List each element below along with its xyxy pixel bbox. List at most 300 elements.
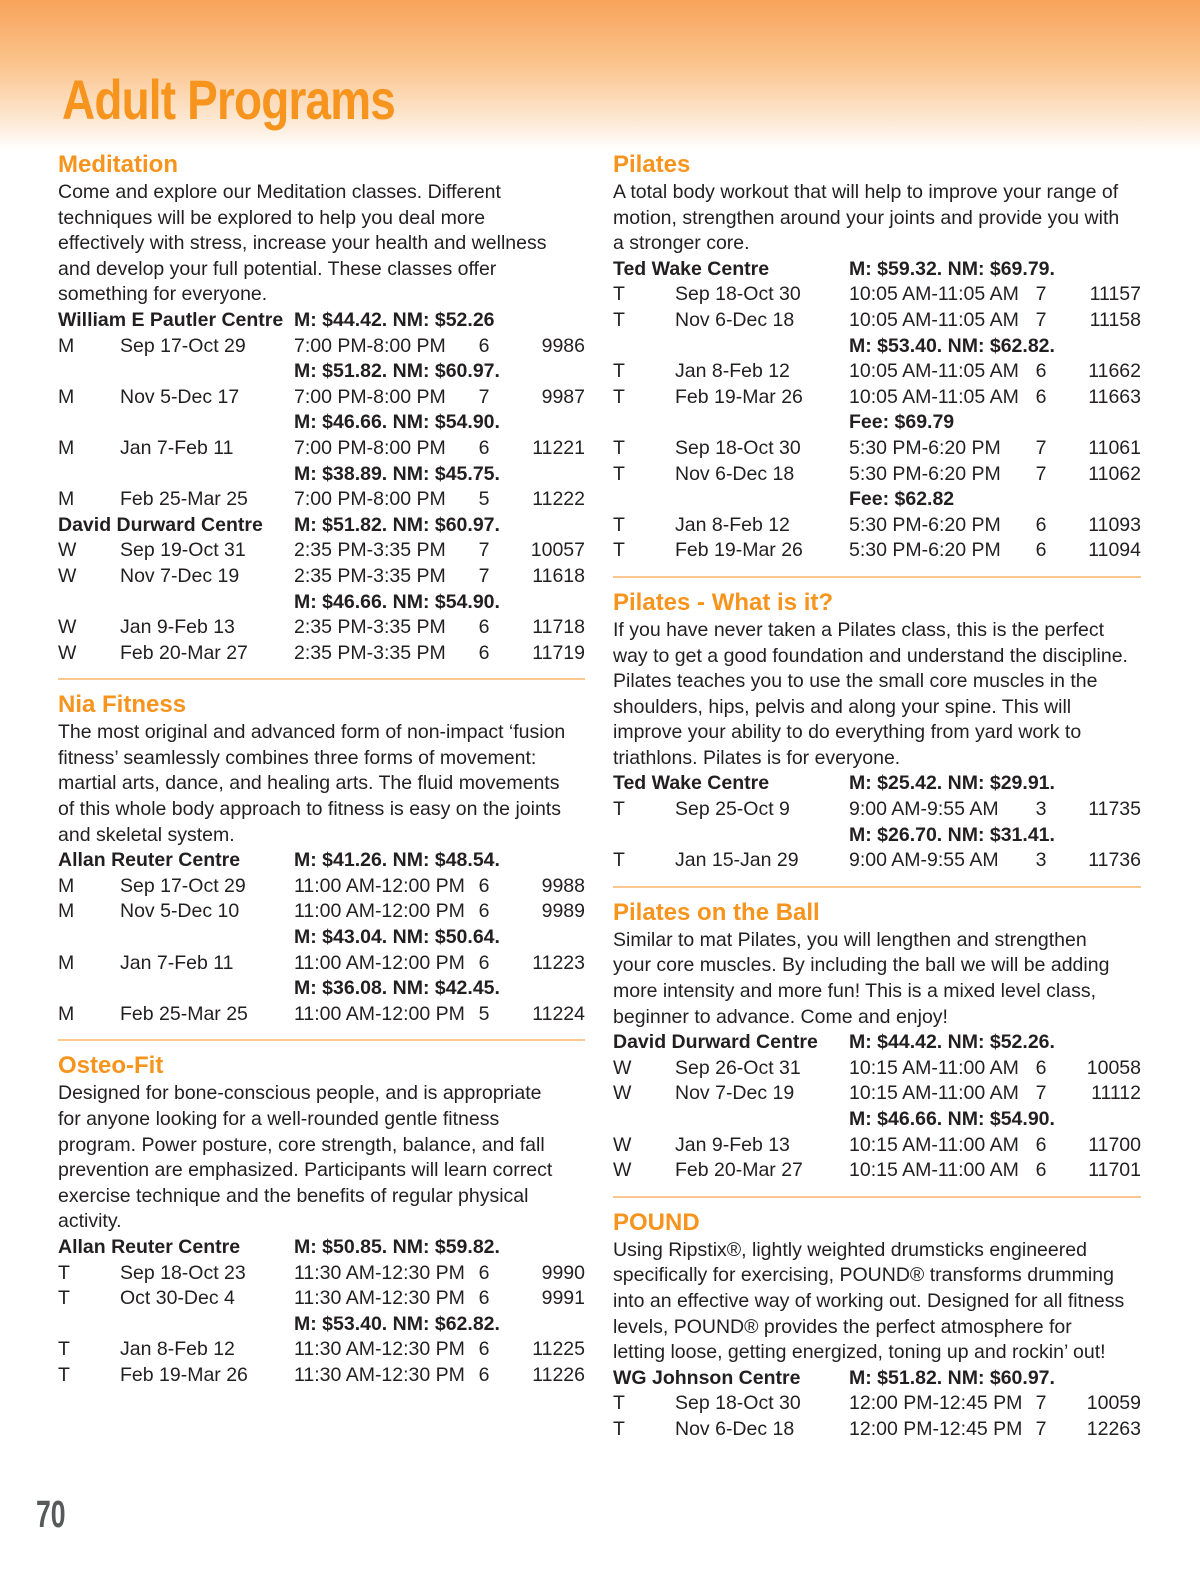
class-day: M	[58, 874, 75, 897]
class-sessions: 6	[1035, 1159, 1047, 1182]
program-section-pilates-what-is-it	[613, 588, 1141, 874]
class-sessions: 6	[1035, 1056, 1047, 1079]
fee-text: M: $25.42. NM: $29.91.	[849, 772, 1055, 795]
class-time: 2:35 PM-3:35 PM	[294, 539, 446, 562]
class-code: 9989	[541, 900, 585, 923]
class-row	[613, 1417, 1141, 1443]
description-line: a stronger core.	[613, 232, 750, 255]
fee-text: M: $53.40. NM: $62.82.	[849, 334, 1055, 357]
program-section-nia-fitness	[58, 690, 585, 1027]
fee-row	[613, 487, 1141, 513]
class-sessions: 6	[478, 900, 490, 923]
description-line: something for everyone.	[58, 283, 268, 306]
class-sessions: 7	[1035, 1082, 1047, 1105]
class-code: 11226	[532, 1363, 585, 1386]
class-code: 9990	[541, 1261, 585, 1284]
class-dates: Jan 7-Feb 11	[120, 436, 234, 459]
location-row	[613, 1366, 1141, 1392]
class-sessions: 6	[478, 874, 490, 897]
class-time: 5:30 PM-6:20 PM	[849, 539, 1001, 562]
class-day: W	[613, 1082, 632, 1105]
class-dates: Feb 19-Mar 26	[675, 539, 803, 562]
class-row	[58, 1363, 585, 1389]
fee-text: M: $44.42. NM: $52.26.	[849, 1031, 1055, 1054]
spacer	[58, 410, 294, 436]
location-name: Ted Wake Centre	[613, 257, 770, 280]
fee-text: M: $46.66. NM: $54.90.	[294, 411, 500, 434]
class-sessions: 6	[478, 641, 490, 664]
class-day: M	[58, 900, 75, 923]
class-sessions: 6	[478, 1287, 490, 1310]
class-day: T	[58, 1363, 70, 1386]
schedule-table	[613, 1366, 1141, 1443]
class-day: T	[58, 1287, 70, 1310]
schedule-table	[613, 257, 1141, 564]
class-day: T	[613, 1392, 625, 1415]
description-line: program. Power posture, core strength, balance, and fall	[58, 1133, 545, 1156]
location-name: Ted Wake Centre	[613, 772, 770, 795]
class-code: 11225	[532, 1338, 585, 1361]
class-day: T	[613, 308, 625, 331]
section-title: Nia Fitness	[58, 691, 187, 719]
class-sessions: 5	[478, 488, 490, 511]
class-time: 2:35 PM-3:35 PM	[294, 641, 446, 664]
class-code: 11223	[532, 951, 585, 974]
class-dates: Feb 19-Mar 26	[675, 385, 803, 408]
class-row	[613, 308, 1141, 334]
class-code: 11618	[532, 564, 585, 587]
class-time: 10:15 AM-11:00 AM	[849, 1056, 1019, 1079]
location-row	[613, 771, 1141, 797]
class-dates: Sep 18-Oct 30	[675, 283, 801, 306]
description-line: shoulders, hips, pelvis and along your spine. This will	[613, 695, 1072, 718]
spacer	[58, 359, 294, 385]
class-time: 2:35 PM-3:35 PM	[294, 564, 446, 587]
class-sessions: 6	[1035, 513, 1047, 536]
class-day: M	[58, 951, 75, 974]
class-row	[613, 385, 1141, 411]
description-line: way to get a good foundation and understand the discipline.	[613, 644, 1128, 667]
class-day: M	[58, 436, 75, 459]
class-day: T	[613, 436, 625, 459]
class-dates: Feb 25-Mar 25	[120, 1002, 248, 1025]
class-time: 11:30 AM-12:30 PM	[294, 1261, 465, 1284]
class-day: W	[613, 1133, 632, 1156]
class-sessions: 6	[1035, 539, 1047, 562]
class-time: 5:30 PM-6:20 PM	[849, 513, 1001, 536]
class-time: 11:00 AM-12:00 PM	[294, 1002, 465, 1025]
class-sessions: 7	[1035, 436, 1047, 459]
class-dates: Feb 20-Mar 27	[120, 641, 248, 664]
class-dates: Nov 5-Dec 10	[120, 900, 240, 923]
class-row	[58, 899, 585, 925]
class-row	[58, 334, 585, 360]
fee-row	[613, 334, 1141, 360]
fee-row	[58, 359, 585, 385]
class-sessions: 7	[478, 539, 490, 562]
class-sessions: 6	[478, 616, 490, 639]
class-dates: Nov 6-Dec 18	[675, 1417, 795, 1440]
schedule-table	[58, 1235, 585, 1389]
section-divider	[58, 678, 585, 680]
description-line: effectively with stress, increase your health and wellness	[58, 232, 547, 255]
section-description	[613, 180, 1141, 257]
description-line: specifically for exercising, POUND® transforms drumming	[613, 1264, 1114, 1287]
spacer	[613, 487, 849, 513]
class-row	[58, 641, 585, 667]
class-sessions: 6	[1035, 360, 1047, 383]
description-line: Come and explore our Meditation classes. Different	[58, 181, 501, 203]
left-column	[58, 150, 585, 1389]
description-line: Similar to mat Pilates, you will lengthen and strengthen	[613, 928, 1087, 951]
class-time: 11:30 AM-12:30 PM	[294, 1363, 465, 1386]
class-time: 11:30 AM-12:30 PM	[294, 1338, 465, 1361]
class-code: 11735	[1088, 798, 1141, 821]
section-description	[613, 1238, 1141, 1366]
class-row	[613, 282, 1141, 308]
class-code: 11094	[1088, 539, 1141, 562]
class-row	[58, 874, 585, 900]
class-time: 10:15 AM-11:00 AM	[849, 1159, 1019, 1182]
location-row	[613, 257, 1141, 283]
class-sessions: 7	[1035, 308, 1047, 331]
class-code: 11061	[1088, 436, 1141, 459]
description-line: your core muscles. By including the ball we will be adding	[613, 954, 1110, 977]
class-row	[613, 1158, 1141, 1184]
class-dates: Jan 7-Feb 11	[120, 951, 234, 974]
location-name: William E Pautler Centre	[58, 308, 284, 331]
section-description	[58, 180, 585, 308]
class-code: 11222	[532, 488, 585, 511]
class-day: T	[613, 462, 625, 485]
spacer	[58, 462, 294, 488]
program-section-pilates-on-the-ball	[613, 898, 1141, 1184]
class-day: T	[58, 1338, 70, 1361]
class-dates: Oct 30-Dec 4	[120, 1287, 235, 1310]
class-code: 11221	[532, 436, 585, 459]
fee-text: M: $41.26. NM: $48.54.	[294, 849, 500, 872]
class-sessions: 6	[478, 1338, 490, 1361]
class-code: 10059	[1086, 1392, 1141, 1415]
fee-text: M: $51.82. NM: $60.97.	[849, 1366, 1055, 1389]
class-day: T	[613, 539, 625, 562]
class-time: 11:30 AM-12:30 PM	[294, 1287, 465, 1310]
description-line: fitness’ seamlessly combines three forms of movement:	[58, 746, 537, 769]
fee-row	[613, 410, 1141, 436]
schedule-table	[613, 771, 1141, 873]
class-time: 5:30 PM-6:20 PM	[849, 462, 1001, 485]
description-line: into an effective way of working out. Designed for all fitness	[613, 1289, 1125, 1312]
class-dates: Nov 5-Dec 17	[120, 385, 240, 408]
class-dates: Jan 8-Feb 12	[675, 360, 790, 383]
class-day: W	[58, 616, 77, 639]
fee-text: M: $26.70. NM: $31.41.	[849, 823, 1055, 846]
class-sessions: 5	[478, 1002, 490, 1025]
schedule-table	[613, 1030, 1141, 1184]
section-divider	[58, 1039, 585, 1041]
location-row	[58, 848, 585, 874]
class-code: 11701	[1088, 1159, 1141, 1182]
class-row	[58, 564, 585, 590]
class-code: 9987	[541, 385, 585, 408]
class-dates: Feb 25-Mar 25	[120, 488, 248, 511]
spacer	[613, 410, 849, 436]
class-time: 10:15 AM-11:00 AM	[849, 1133, 1019, 1156]
spacer	[613, 823, 849, 849]
spacer	[58, 1312, 294, 1338]
program-section-pound	[613, 1208, 1141, 1443]
class-day: T	[58, 1261, 70, 1284]
fee-text: M: $43.04. NM: $50.64.	[294, 926, 500, 949]
fee-text: M: $51.82. NM: $60.97.	[294, 513, 500, 536]
class-row	[58, 1337, 585, 1363]
class-sessions: 3	[1035, 798, 1047, 821]
class-dates: Jan 8-Feb 12	[675, 513, 790, 536]
location-name: David Durward Centre	[58, 513, 263, 536]
section-title: POUND	[613, 1208, 700, 1236]
location-name: WG Johnson Centre	[613, 1366, 801, 1389]
class-dates: Jan 15-Jan 29	[675, 849, 799, 872]
location-name: Allan Reuter Centre	[58, 849, 241, 872]
fee-text: M: $36.08. NM: $42.45.	[294, 977, 500, 1000]
class-row	[613, 1133, 1141, 1159]
class-day: W	[58, 539, 77, 562]
class-row	[613, 436, 1141, 462]
spacer	[58, 925, 294, 951]
class-dates: Jan 8-Feb 12	[120, 1338, 235, 1361]
class-sessions: 7	[1035, 1417, 1047, 1440]
class-sessions: 7	[1035, 283, 1047, 306]
fee-row	[58, 976, 585, 1002]
class-code: 12263	[1086, 1417, 1141, 1440]
class-day: W	[58, 641, 77, 664]
class-sessions: 6	[478, 951, 490, 974]
description-line: and skeletal system.	[58, 823, 235, 846]
fee-row	[58, 925, 585, 951]
class-day: W	[58, 564, 77, 587]
class-code: 9991	[541, 1287, 585, 1310]
class-row	[613, 359, 1141, 385]
fee-row	[613, 1107, 1141, 1133]
class-time: 10:05 AM-11:05 AM	[849, 360, 1019, 383]
description-line: The most original and advanced form of non-impact ‘fusion	[58, 721, 566, 744]
class-row	[58, 615, 585, 641]
class-row	[58, 1002, 585, 1028]
class-day: T	[613, 385, 625, 408]
class-dates: Sep 17-Oct 29	[120, 334, 246, 357]
class-time: 9:00 AM-9:55 AM	[849, 849, 999, 872]
fee-text: M: $51.82. NM: $60.97.	[294, 360, 500, 383]
class-sessions: 6	[478, 334, 490, 357]
spacer	[58, 976, 294, 1002]
class-time: 12:00 PM-12:45 PM	[849, 1417, 1023, 1440]
class-day: M	[58, 488, 75, 511]
class-dates: Sep 26-Oct 31	[675, 1056, 801, 1079]
section-divider	[613, 1196, 1141, 1198]
class-row	[613, 462, 1141, 488]
class-row	[613, 538, 1141, 564]
section-description	[58, 720, 585, 848]
class-time: 7:00 PM-8:00 PM	[294, 488, 446, 511]
class-time: 7:00 PM-8:00 PM	[294, 385, 446, 408]
class-dates: Sep 19-Oct 31	[120, 539, 246, 562]
class-dates: Sep 18-Oct 30	[675, 436, 801, 459]
description-line: Designed for bone-conscious people, and is appropriate	[58, 1082, 542, 1105]
description-line: If you have never taken a Pilates class, this is the perfect	[613, 618, 1105, 641]
section-title: Osteo-Fit	[58, 1052, 164, 1080]
class-code: 10058	[1086, 1056, 1141, 1079]
location-name: David Durward Centre	[613, 1031, 818, 1054]
section-title: Pilates	[613, 151, 691, 178]
description-line: activity.	[58, 1210, 122, 1233]
class-row	[58, 1261, 585, 1287]
class-dates: Feb 20-Mar 27	[675, 1159, 803, 1182]
class-row	[58, 436, 585, 462]
class-code: 11224	[532, 1002, 585, 1025]
class-code: 11663	[1088, 385, 1141, 408]
class-code: 10057	[530, 539, 585, 562]
fee-row	[613, 823, 1141, 849]
location-row	[613, 1030, 1141, 1056]
class-dates: Nov 6-Dec 18	[675, 308, 795, 331]
class-code: 11062	[1088, 462, 1141, 485]
class-time: 10:05 AM-11:05 AM	[849, 283, 1019, 306]
class-sessions: 6	[478, 1261, 490, 1284]
class-sessions: 3	[1035, 849, 1047, 872]
description-line: letting loose, getting energized, toning up and rockin’ out!	[613, 1341, 1106, 1364]
class-row	[613, 513, 1141, 539]
section-description	[613, 928, 1141, 1030]
fee-text: M: $59.32. NM: $69.79.	[849, 257, 1055, 280]
class-row	[613, 848, 1141, 874]
class-dates: Sep 18-Oct 23	[120, 1261, 246, 1284]
schedule-table	[58, 308, 585, 666]
fee-row	[58, 1312, 585, 1338]
fee-text: M: $46.66. NM: $54.90.	[294, 590, 500, 613]
section-title: Pilates - What is it?	[613, 588, 834, 616]
class-sessions: 7	[1035, 1392, 1047, 1415]
class-day: M	[58, 334, 75, 357]
class-code: 11157	[1089, 283, 1141, 306]
class-day: W	[613, 1159, 632, 1182]
class-code: 9986	[541, 334, 585, 357]
description-line: A total body workout that will help to improve your range of	[613, 181, 1119, 203]
class-sessions: 7	[478, 564, 490, 587]
class-dates: Sep 25-Oct 9	[675, 798, 790, 821]
spacer	[613, 334, 849, 360]
class-time: 7:00 PM-8:00 PM	[294, 436, 446, 459]
description-line: Pilates teaches you to use the small core muscles in the	[613, 670, 1098, 693]
description-line: beginner to advance. Come and enjoy!	[613, 1005, 948, 1028]
class-day: T	[613, 360, 625, 383]
class-dates: Nov 7-Dec 19	[675, 1082, 795, 1105]
class-row	[613, 1081, 1141, 1107]
fee-text: M: $50.85. NM: $59.82.	[294, 1235, 500, 1258]
class-row	[58, 385, 585, 411]
class-time: 2:35 PM-3:35 PM	[294, 616, 446, 639]
page-title: Adult Programs	[62, 68, 395, 131]
description-line: improve your ability to do everything from yard work to	[613, 721, 1082, 744]
class-code: 9988	[541, 874, 585, 897]
description-line: techniques will be explored to help you deal more	[58, 206, 486, 229]
description-line: levels, POUND® provides the perfect atmosphere for	[613, 1315, 1072, 1338]
location-name: Allan Reuter Centre	[58, 1235, 241, 1258]
section-title: Pilates on the Ball	[613, 898, 820, 926]
page-number: 70	[36, 1494, 66, 1536]
spacer	[613, 1107, 849, 1133]
class-day: M	[58, 385, 75, 408]
description-line: and develop your full potential. These classes offer	[58, 257, 497, 280]
description-line: martial arts, dance, and healing arts. The fluid movements	[58, 772, 560, 795]
class-code: 11112	[1091, 1082, 1141, 1105]
class-time: 10:05 AM-11:05 AM	[849, 385, 1019, 408]
class-sessions: 6	[1035, 1133, 1047, 1156]
section-description	[58, 1081, 585, 1235]
section-description	[613, 618, 1141, 772]
class-time: 11:00 AM-12:00 PM	[294, 874, 465, 897]
class-day: T	[613, 849, 625, 872]
section-divider	[613, 886, 1141, 888]
fee-text: Fee: $62.82	[849, 488, 955, 511]
section-divider	[613, 576, 1141, 578]
fee-text: M: $53.40. NM: $62.82.	[294, 1312, 500, 1335]
description-line: prevention are emphasized. Participants will learn correct	[58, 1159, 553, 1182]
class-day: T	[613, 798, 625, 821]
description-line: motion, strengthen around your joints and provide you with	[613, 206, 1120, 229]
class-dates: Sep 18-Oct 30	[675, 1392, 801, 1415]
class-time: 10:05 AM-11:05 AM	[849, 308, 1019, 331]
class-row	[58, 487, 585, 513]
class-row	[58, 538, 585, 564]
class-row	[58, 1286, 585, 1312]
class-code: 11736	[1088, 849, 1141, 872]
class-day: T	[613, 1417, 625, 1440]
location-row	[58, 1235, 585, 1261]
class-day: W	[613, 1056, 632, 1079]
class-time: 11:00 AM-12:00 PM	[294, 951, 465, 974]
class-time: 9:00 AM-9:55 AM	[849, 798, 999, 821]
class-code: 11700	[1088, 1133, 1141, 1156]
description-line: for anyone looking for a well-rounded gentle fitness	[58, 1108, 500, 1130]
class-time: 7:00 PM-8:00 PM	[294, 334, 446, 357]
class-code: 11093	[1088, 513, 1141, 536]
spacer	[58, 590, 294, 616]
description-line: more intensity and more fun! This is a mixed level class,	[613, 980, 1097, 1003]
class-code: 11158	[1089, 308, 1141, 331]
fee-text: M: $38.89. NM: $45.75.	[294, 462, 500, 485]
class-sessions: 7	[1035, 462, 1047, 485]
class-day: T	[613, 283, 625, 306]
class-time: 12:00 PM-12:45 PM	[849, 1392, 1023, 1415]
class-row	[613, 1056, 1141, 1082]
fee-text: M: $44.42. NM: $52.26	[294, 308, 495, 331]
class-time: 5:30 PM-6:20 PM	[849, 436, 1001, 459]
class-dates: Nov 7-Dec 19	[120, 564, 240, 587]
class-sessions: 6	[1035, 385, 1047, 408]
program-section-pilates	[613, 150, 1141, 564]
class-row	[613, 797, 1141, 823]
class-dates: Feb 19-Mar 26	[120, 1363, 248, 1386]
class-sessions: 6	[478, 1363, 490, 1386]
class-row	[58, 951, 585, 977]
class-row	[613, 1391, 1141, 1417]
class-day: M	[58, 1002, 75, 1025]
fee-row	[58, 590, 585, 616]
class-dates: Sep 17-Oct 29	[120, 874, 246, 897]
class-code: 11719	[532, 641, 585, 664]
program-section-meditation	[58, 150, 585, 666]
class-sessions: 7	[478, 385, 490, 408]
